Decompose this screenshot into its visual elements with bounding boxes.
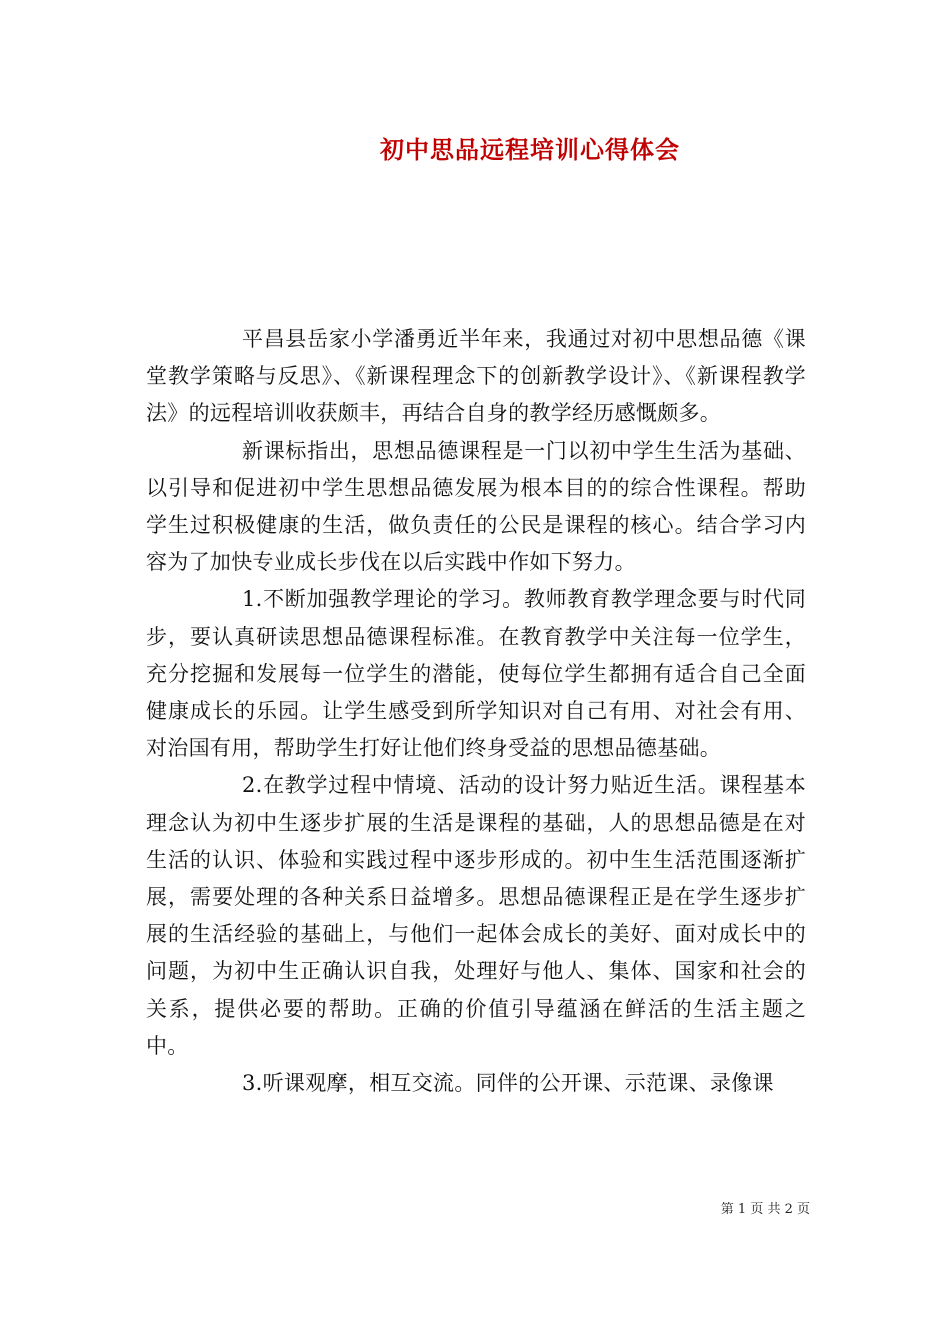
paragraph-point-1: 1.不断加强教学理论的学习。教师教育教学理念要与时代同步，要认真研读思想品德课程标准。在教育教学中关注每一位学生，充分挖掘和发展每一位学生的潜能，使每位学生都拥有适合自己全面健康成长的乐园。让学生感受到所学知识对自己有用、对社会有用、对治国有用，帮助学生打好让他们终身受益的思想品德基础。 [146,587,806,761]
paragraph-point-2: 2.在教学过程中情境、活动的设计努力贴近生活。课程基本理念认为初中生逐步扩展的生活是课程的基础，人的思想品德是在对生活的认识、体验和实践过程中逐步形成的。初中生生活范围逐渐扩展，需要处理的各种关系日益增多。思想品德课程正是在学生逐步扩展的生活经验的基础上，与他们一起体会成长的美好、面对成长中的问题，为初中生正确认识自我，处理好与他人、集体、国家和社会的关系，提供必要的帮助。正确的价值引导蕴涵在鲜活的生活主题之中。 [146,773,806,1058]
document-body [146,321,806,1102]
paragraph-intro: 平昌县岳家小学潘勇近半年来，我通过对初中思想品德《课堂教学策略与反思》、《新课程理念下的创新教学设计》、《新课程教学法》的远程培训收获颇丰，再结合自身的教学经历感慨颇多。 [146,327,806,426]
paragraph-point-3: 3.听课观摩，相互交流。同伴的公开课、示范课、录像课 [242,1071,774,1096]
paragraph-curriculum: 新课标指出，思想品德课程是一门以初中学生生活为基础、以引导和促进初中学生思想品德发展为根本目的的综合性课程。帮助学生过积极健康的生活，做负责任的公民是课程的核心。结合学习内容为了加快专业成长步伐在以后实践中作如下努力。 [146,438,806,575]
page-number-footer: 第 1 页 共 2 页 [720,1202,810,1217]
document-title: 初中思品远程培训心得体会 [380,135,680,164]
